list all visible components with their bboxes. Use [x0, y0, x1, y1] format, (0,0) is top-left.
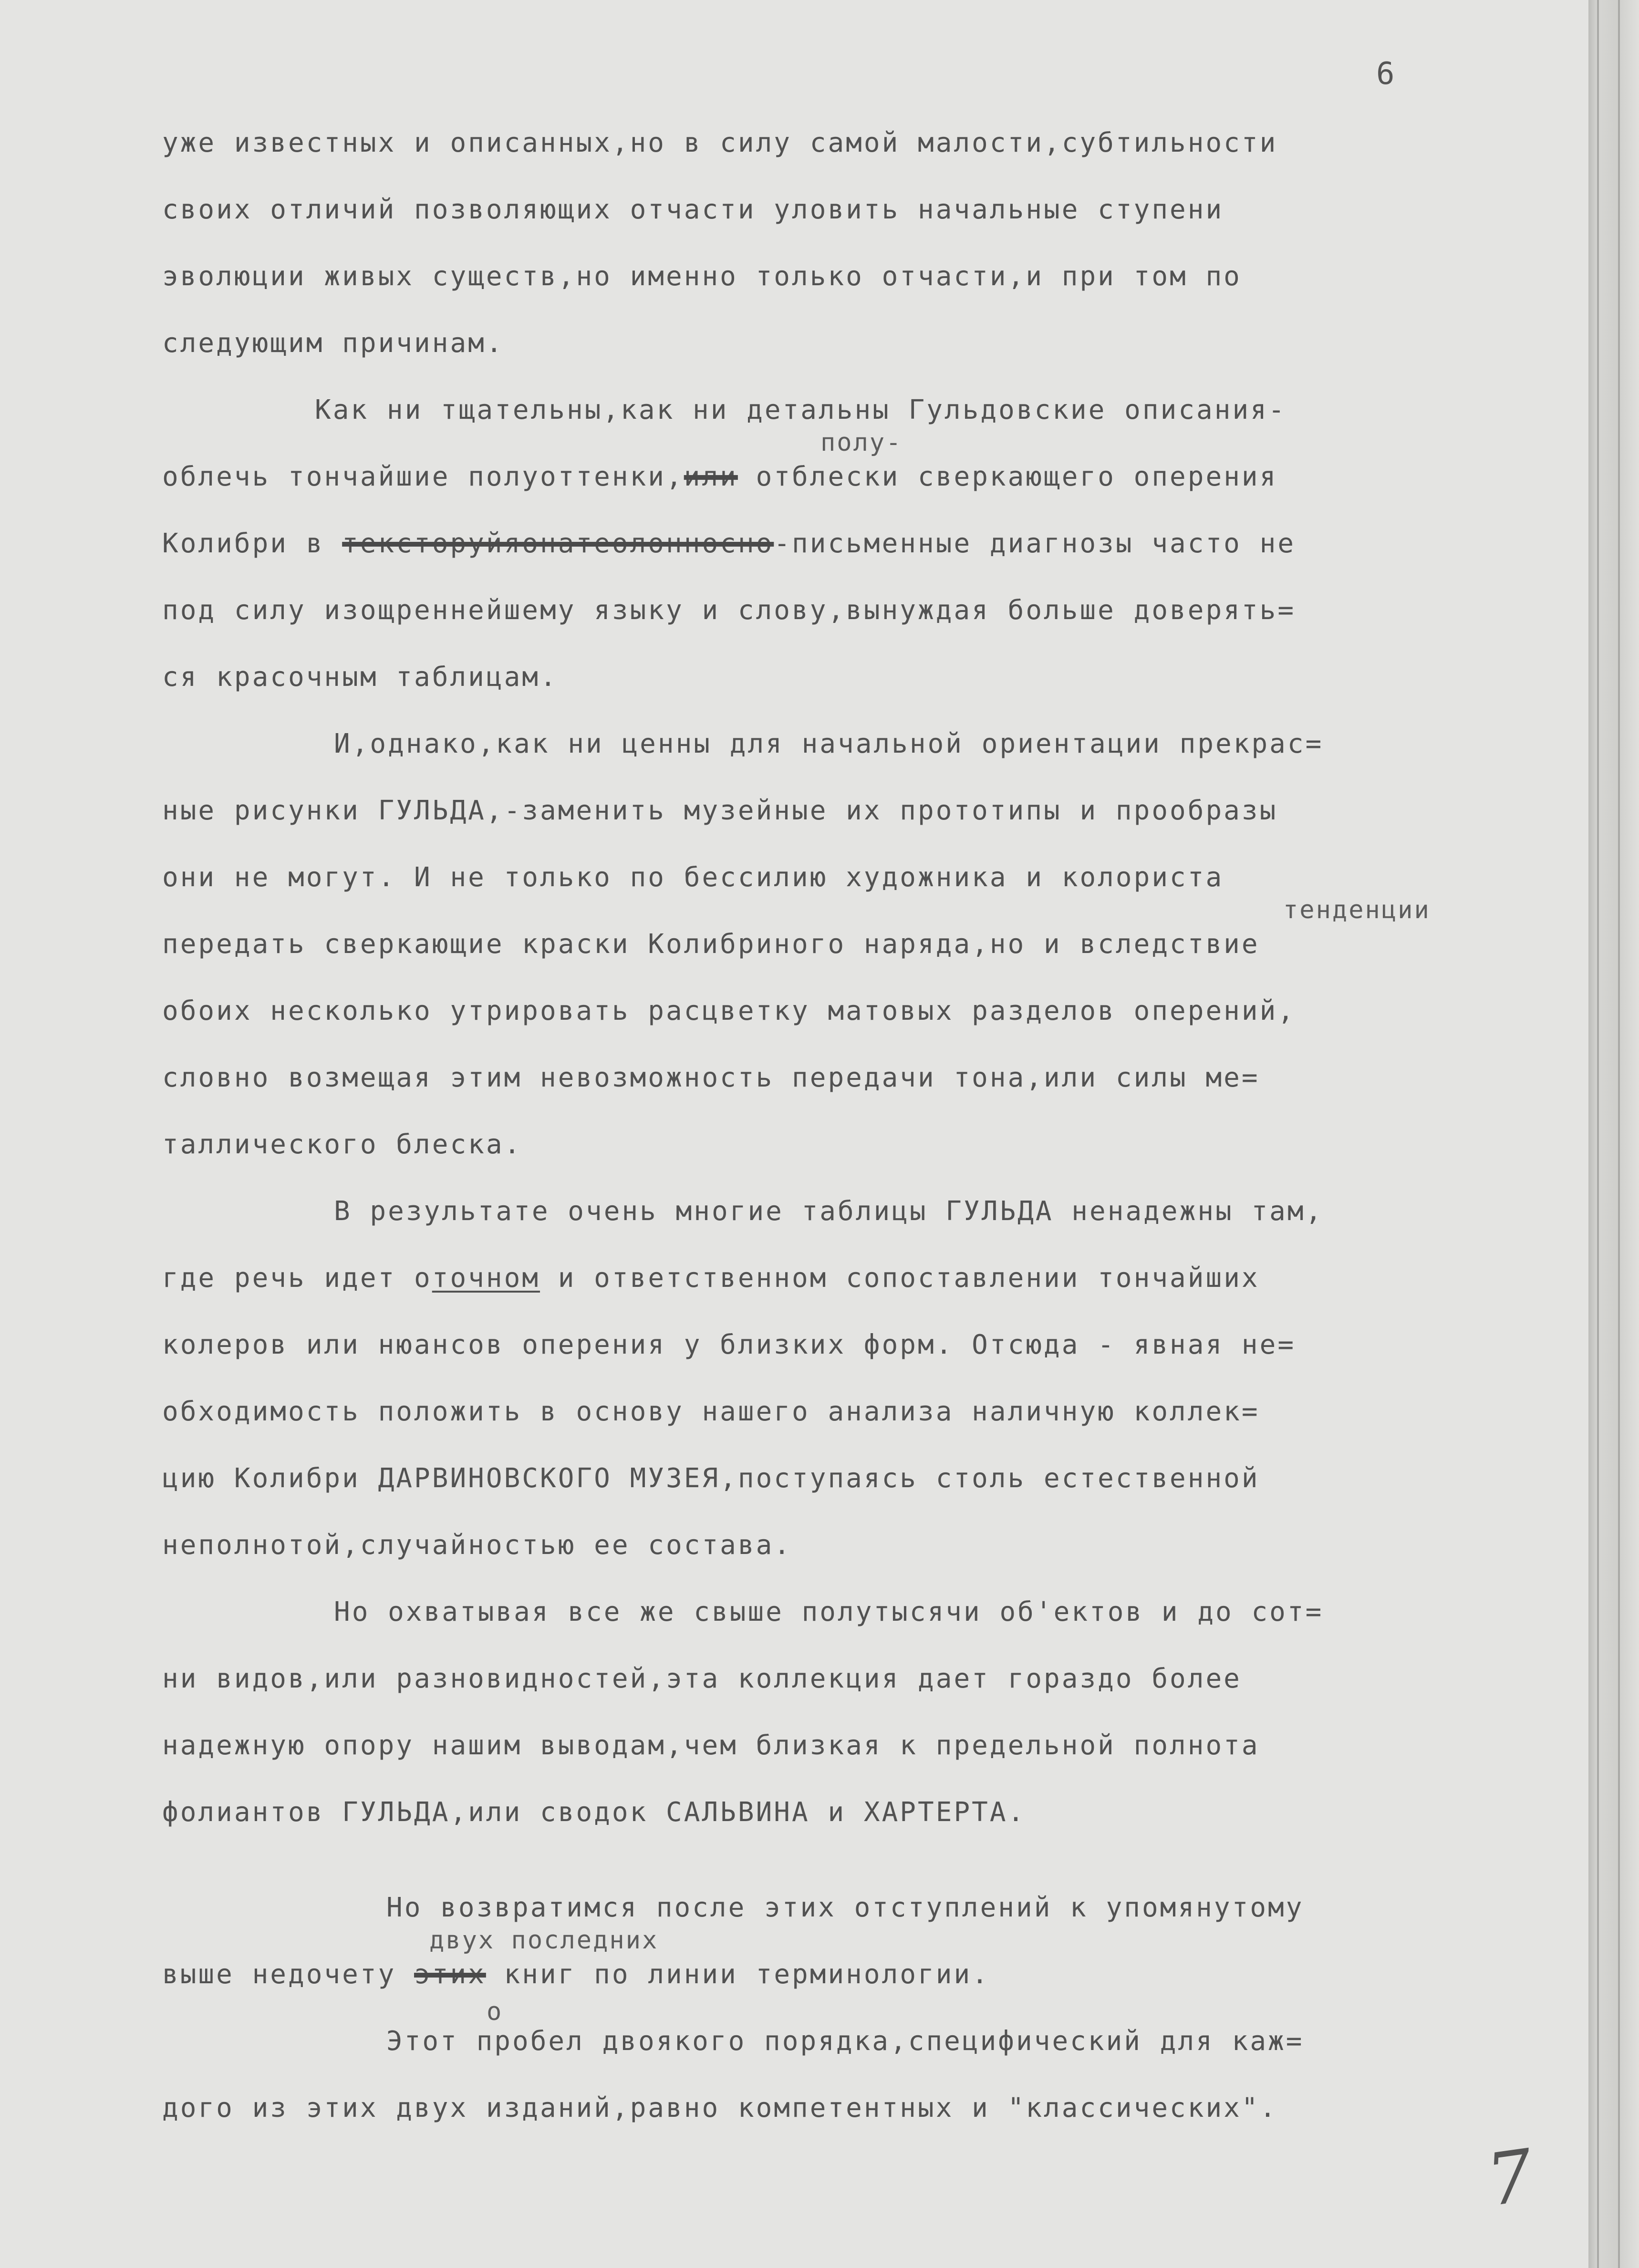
text-line: обходимость положить в основу нашего анализа наличную коллек= [162, 1396, 1260, 1427]
text-line: В результате очень многие таблицы ГУЛЬДА ненадежны там, [334, 1196, 1324, 1227]
text-fragment: Колибри в [162, 528, 324, 559]
text-line: следующим причинам. [162, 328, 504, 359]
handwritten-insertion: о [487, 1998, 503, 2026]
text-line: передать сверкающие краски Колибриного наряда,но и вследствие [162, 929, 1260, 960]
text-line: словно возмещая этим невозможность передачи тона,или силы ме= [162, 1062, 1260, 1093]
text-line: они не могут. И не только по бессилию художника и колориста [162, 862, 1224, 893]
struck-word: тексторуйяонатеолонносно [342, 528, 774, 559]
text-line: обоих несколько утрировать расцветку матовых разделов оперений, [162, 995, 1296, 1026]
text-line: Но охватывая все же свыше полутысячи об'ектов и до сот= [334, 1596, 1324, 1627]
handwritten-page-number: 7 [1482, 2134, 1539, 2223]
struck-word: этих [414, 1959, 486, 1990]
text-line [162, 528, 1296, 559]
text-line: И,однако,как ни ценны для начальной ориентации прекрас= [334, 728, 1324, 759]
text-line: Как ни тщательны,как ни детальны Гульдовские описания- [315, 394, 1286, 425]
page-number: 6 [1376, 56, 1395, 92]
text-line [162, 462, 1277, 492]
text-line: ни видов,или разновидностей,эта коллекция дает гораздо более [162, 1663, 1242, 1694]
text-line: эволюции живых существ,но именно только отчасти,и при том по [162, 261, 1242, 292]
underlined-word: точном [432, 1263, 540, 1294]
text-fragment: отблески сверкающего оперения [756, 461, 1278, 492]
text-line: дого из этих двух изданий,равно компетентных и "классических". [162, 2092, 1278, 2123]
text-line: колеров или нюансов оперения у близких форм. Отсюда - явная не= [162, 1329, 1296, 1360]
edge-line [1618, 0, 1620, 2268]
text-fragment: где речь идет о [162, 1263, 432, 1294]
text-line: ся красочным таблицам. [162, 662, 558, 693]
text-line: надежную опору нашим выводам,чем близкая к предельной полнота [162, 1730, 1260, 1761]
text-line: уже известных и описанных,но в силу самой малости,субтильности [162, 127, 1278, 158]
text-line [162, 1959, 990, 1990]
text-fragment: и ответственном сопоставлении тончайших [558, 1263, 1260, 1294]
edge-line [1597, 0, 1599, 2268]
text-line: фолиантов ГУЛЬДА,или сводок САЛЬВИНА и ХАРТЕРТА. [162, 1797, 1026, 1828]
text-line: ные рисунки ГУЛЬДА,-заменить музейные их прототипы и прообразы [162, 795, 1278, 826]
text-fragment: облечь тончайшие полуоттенки, [162, 461, 684, 492]
handwritten-insertion: тенденции [1283, 896, 1431, 924]
text-fragment: выше недочету [162, 1959, 396, 1990]
text-line: цию Колибри ДАРВИНОВСКОГО МУЗЕЯ,поступаясь столь естественной [162, 1463, 1260, 1494]
text-line: таллического блеска. [162, 1129, 522, 1160]
page-edge [1588, 0, 1639, 2268]
text-line: своих отличий позволяющих отчасти уловить начальные ступени [162, 194, 1224, 225]
text-line [162, 1263, 1260, 1294]
text-fragment: книг по линии терминологии. [504, 1959, 990, 1990]
handwritten-insertion: двух последних [429, 1926, 659, 1955]
text-line: Но возвратимся после этих отступлений к упомянутому [386, 1892, 1304, 1923]
struck-word: или [684, 461, 738, 492]
text-line: под силу изощреннейшему языку и слову,вынуждая больше доверять= [162, 595, 1296, 626]
text-line: неполнотой,случайностью ее состава. [162, 1530, 792, 1561]
text-line: Этот пробел двоякого порядка,специфический для каж= [386, 2026, 1304, 2057]
text-fragment: -письменные диагнозы часто не [774, 528, 1296, 559]
handwritten-insertion: полу- [820, 428, 902, 457]
